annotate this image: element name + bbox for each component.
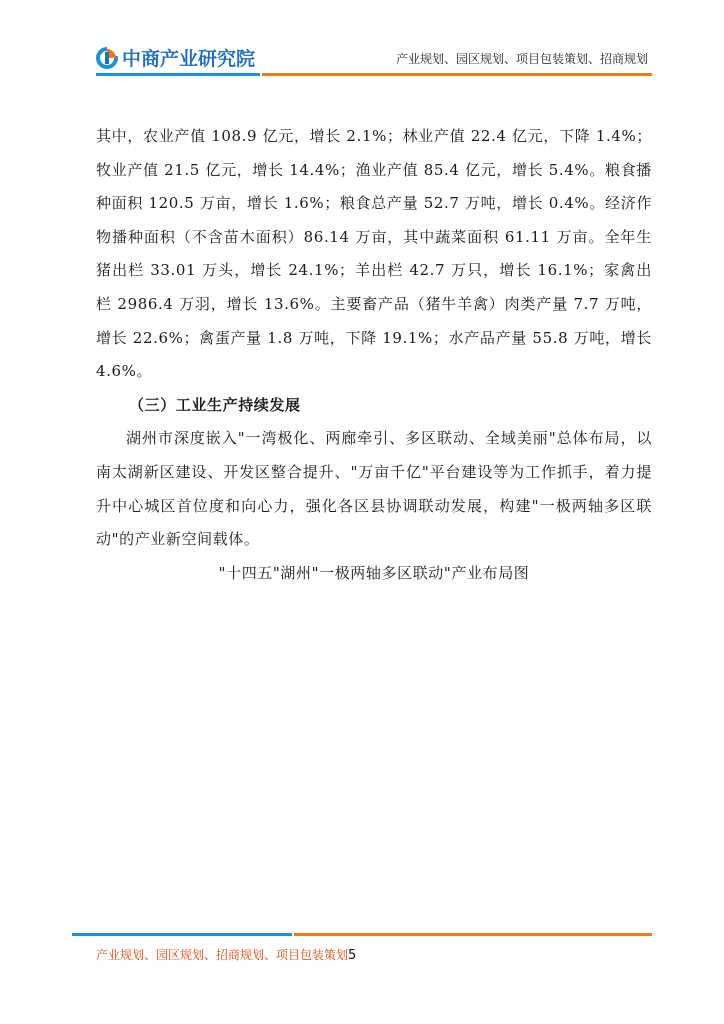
page-footer bbox=[96, 946, 356, 963]
logo-text: 中商产业研究院 bbox=[122, 48, 256, 70]
footer-rule-blue bbox=[72, 933, 292, 936]
industry-paragraph: 湖州市深度嵌入"一湾极化、两廊牵引、多区联动、全域美丽"总体布局，以南太湖新区建设、开发区整合提升、"万亩千亿"平台建设等为工作抓手，着力提升中心城区首位度和向心力，强化各区县协调联动发展，构建"一极两轴多区联动"的产业新空间载体。 bbox=[96, 429, 652, 549]
footer-rule-orange bbox=[294, 933, 652, 936]
page-header bbox=[0, 0, 724, 90]
logo-icon bbox=[96, 47, 118, 69]
header-tagline: 产业规划、园区规划、项目包装策划、招商规划 bbox=[395, 52, 648, 66]
figure-caption: "十四五"湖州"一极两轴多区联动"产业布局图 bbox=[218, 563, 530, 582]
footer-tagline: 产业规划、园区规划、招商规划、项目包装策划 bbox=[96, 948, 349, 962]
company-logo bbox=[96, 44, 255, 71]
page-content bbox=[96, 120, 652, 590]
section-heading: （三）工业生产持续发展 bbox=[129, 395, 301, 414]
agriculture-paragraph: 其中，农业产值 108.9 亿元，增长 2.1%；林业产值 22.4 亿元，下降 1.4%；牧业产值 21.5 亿元，增长 14.4%；渔业产值 85.4 亿元，增长 5.4%。粮食播种面积 120.5 万亩，增长 1.6%；粮食总产量 52.7 万吨，增长 0.4%。经济作物播种面积（不含苗木面积）86.14 万亩，其中蔬菜面积 61.11 万亩。全年生猪出栏 33.01 万头，增长 24.1%；羊出栏 42.7 万只，增长 16.1%；家禽出栏 2986.4 万羽，增长 13.6%。主要畜产品（猪牛羊禽）肉类产量 7.7 万吨，增长 22.6%；禽蛋产量 1.8 万吨，下降 19.1%；水产品产量 55.8 万吨，增长 4.6%。 bbox=[96, 127, 652, 381]
header-rule-orange bbox=[262, 73, 652, 76]
page-number: 5 bbox=[348, 948, 357, 963]
header-rule-blue bbox=[96, 73, 260, 76]
